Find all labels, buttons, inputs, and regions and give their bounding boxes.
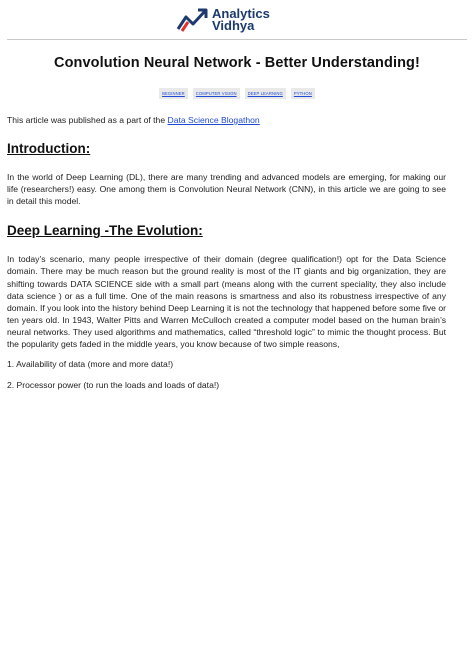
tag-list bbox=[0, 88, 474, 99]
tag-deep-learning[interactable]: DEEP LEARNING bbox=[245, 88, 286, 99]
logo-line-1: Analytics bbox=[212, 6, 270, 21]
article-body bbox=[7, 114, 446, 391]
published-prefix: This article was published as a part of the bbox=[7, 115, 168, 125]
tag-python[interactable]: PYTHON bbox=[291, 88, 315, 99]
logo-line-2: Vidhya bbox=[212, 18, 255, 33]
tag-beginner[interactable]: BEGINNER bbox=[159, 88, 188, 99]
intro-paragraph: In the world of Deep Learning (DL), there are many trending and advanced models are emerging, for making our life (researchers!) easy. One among them is Convolution Neural Network (CNN), in this article we are going to see in detail this model. bbox=[7, 172, 446, 207]
evolution-paragraph: In today’s scenario, many people irrespective of their domain (degree qualification!) opt for the Data Science domain. There may be much reason but the ground reality is most of the IT giants and big organization, they are shifting towards DATA SCIENCE side with a small part (means along with the current speciality, they also include data science ) or as a full time. One of the main reasons is smartness and also its robustness irrespective of any domain. If you look into the history behind Deep Learning it is not the technology that happened before some five or ten years old. In 1943, Walter Pitts and Warren McCulloch created a computer model based on the human brain’s neural networks. They used algorithms and mathematics, called “threshold logic” to mimic the thought process. But the popularity gets faded in the middle years, you know because of two simple reasons, bbox=[7, 254, 446, 350]
header-divider bbox=[7, 39, 467, 40]
evolution-heading: Deep Learning -The Evolution: bbox=[7, 223, 203, 239]
tag-computer-vision[interactable]: COMPUTER VISION bbox=[193, 88, 240, 99]
published-note bbox=[7, 114, 446, 126]
site-header bbox=[0, 0, 474, 38]
reason-item-2: 2. Processor power (to run the loads and loads of data!) bbox=[7, 380, 220, 391]
article-title: Convolution Neural Network - Better Understanding! bbox=[54, 55, 420, 71]
blogathon-link[interactable]: Data Science Blogathon bbox=[167, 115, 260, 125]
intro-heading: Introduction: bbox=[7, 141, 91, 157]
logo-chart-icon bbox=[176, 7, 210, 33]
reason-item-1: 1. Availability of data (more and more data!) bbox=[7, 359, 174, 370]
logo-text bbox=[212, 8, 270, 32]
analytics-vidhya-logo[interactable] bbox=[176, 7, 270, 33]
